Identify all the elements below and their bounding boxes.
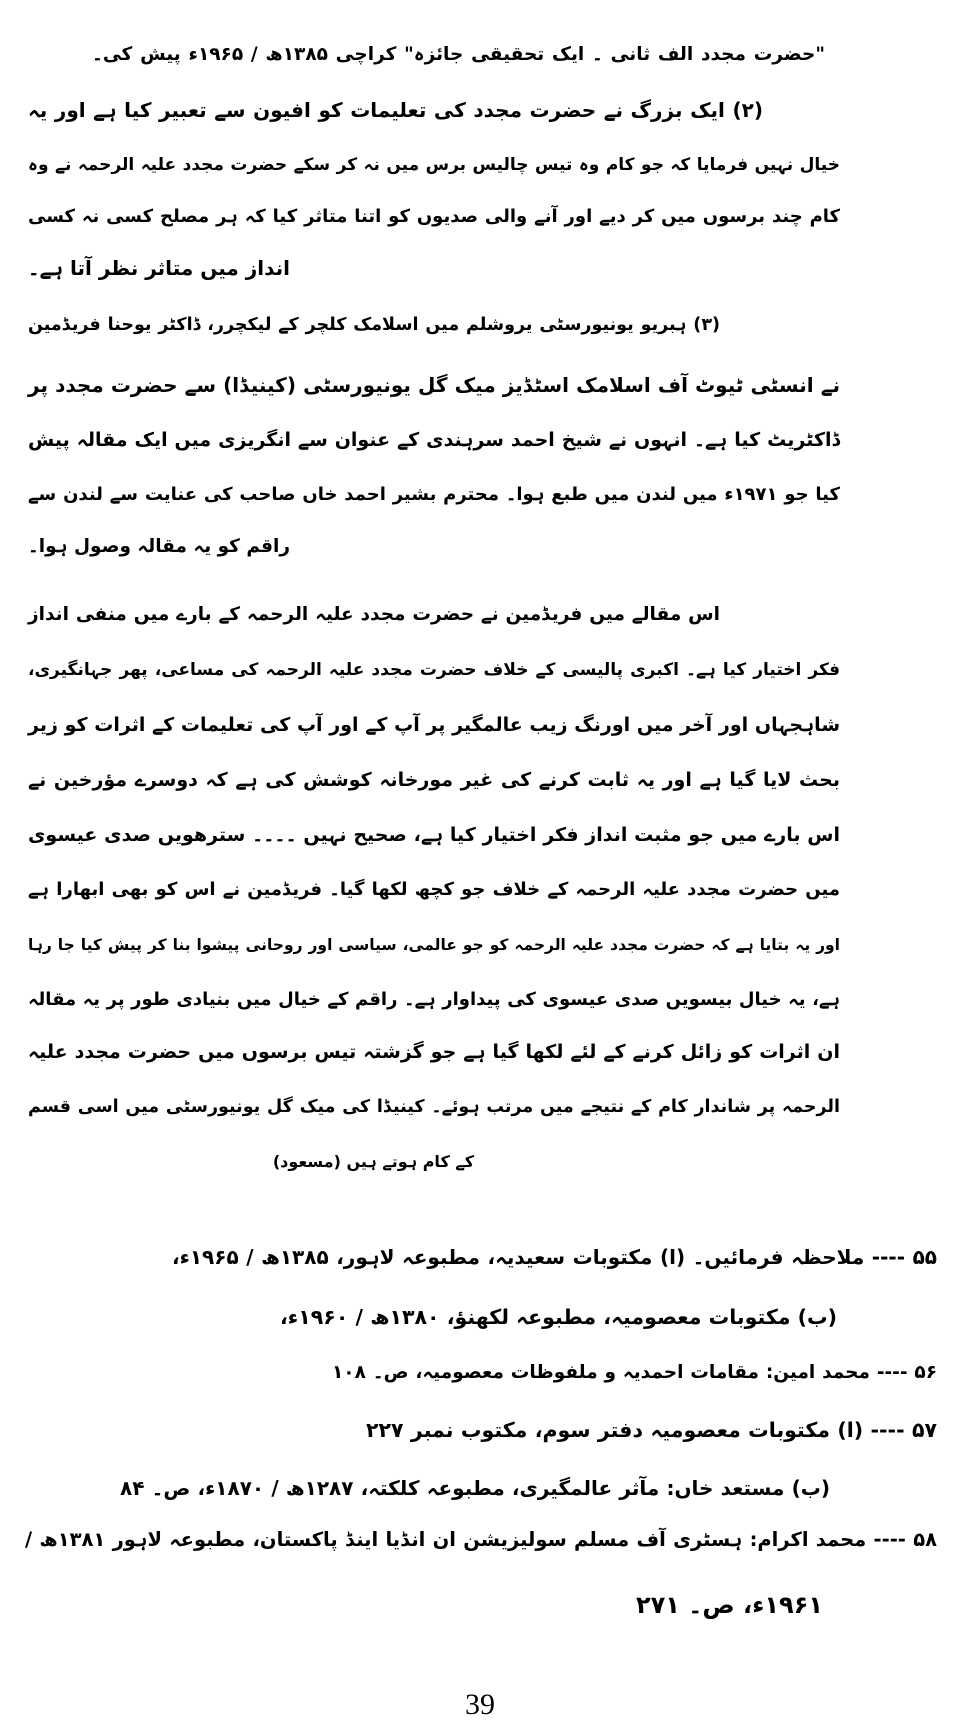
- body-line: فکر اختیار کیا ہے۔ اکبری پالیسی کے خلاف حضرت مجدد علیہ الرحمہ کی مساعی، پھر جہانگیری،: [28, 660, 840, 680]
- body-line: اس مقالے میں فریڈمین نے حضرت مجدد علیہ الرحمہ کے بارے میں منفی انداز: [28, 604, 720, 625]
- body-line: ڈاکٹریٹ کیا ہے۔ انہوں نے شیخ احمد سرہندی کے عنوان سے انگریزی میں ایک مقالہ پیش: [28, 429, 840, 451]
- body-line: "حضرت مجدد الف ثانی ۔ ایک تحقیقی جائزہ" کراچی ۱۳۸۵ھ / ۱۹۶۵ء پیش کی۔: [92, 44, 826, 65]
- body-line: (۳) ہبریو یونیورسٹی یروشلم میں اسلامک کلچر کے لیکچرر، ڈاکٹر یوحنا فریڈمین: [28, 315, 720, 335]
- footnote-55: ۵۵ ---- ملاحظہ فرمائیں۔ (ا) مکتوبات سعیدیہ، مطبوعہ لاہور، ۱۳۸۵ھ / ۱۹۶۵ء،: [172, 1245, 937, 1269]
- footnote-58: ۵۸ ---- محمد اکرام: ہسٹری آف مسلم سولیزیشن ان انڈیا اینڈ پاکستان، مطبوعہ لاہور ۱۳۸۱ھ /: [25, 1528, 937, 1551]
- body-line: (۲) ایک بزرگ نے حضرت مجدد کی تعلیمات کو افیون سے تعبیر کیا ہے اور یہ: [28, 98, 763, 122]
- body-line: کے کام ہوتے ہیں (مسعود): [272, 1152, 474, 1171]
- body-line: اس بارے میں جو مثبت انداز فکر اختیار کیا ہے، صحیح نہیں ۔۔۔۔ سترھویں صدی عیسوی: [28, 824, 840, 846]
- footnote-56: ۵۶ ---- محمد امین: مقامات احمدیہ و ملفوظات معصومیہ، ص۔ ۱۰۸: [332, 1362, 937, 1383]
- footnote-57: ۵۷ ---- (ا) مکتوبات معصومیہ دفتر سوم، مکتوب نمبر ۲۲۷: [366, 1418, 937, 1442]
- footnote-55-b: (ب) مکتوبات معصومیہ، مطبوعہ لکھنؤ، ۱۳۸۰ھ / ۱۹۶۰ء،: [280, 1305, 838, 1329]
- page-number: 39: [465, 1688, 495, 1721]
- body-line: شاہجہاں اور آخر میں اورنگ زیب عالمگیر پر آپ کے اور آپ کی تعلیمات کے اثرات کو زیر: [28, 714, 840, 736]
- footnote-57-b: (ب) مستعد خاں: مآثر عالمگیری، مطبوعہ کلکتہ، ۱۲۸۷ھ / ۱۸۷۰ء، ص۔ ۸۴: [120, 1476, 830, 1500]
- body-line: ان اثرات کو زائل کرنے کے لئے لکھا گیا ہے جو گزشتہ تیس برسوں میں حضرت مجدد علیہ: [28, 1041, 840, 1063]
- body-line: کام چند برسوں میں کر دیے اور آنے والی صدیوں کو اتنا متاثر کیا کہ ہر مصلح کسی نہ کسی: [28, 206, 840, 227]
- body-line: انداز میں متاثر نظر آتا ہے۔: [27, 256, 290, 280]
- body-line: الرحمہ پر شاندار کام کے نتیجے میں مرتب ہوئے۔ کینیڈا کی میک گل یونیورسٹی میں اسی قسم: [28, 1097, 840, 1117]
- body-line: راقم کو یہ مقالہ وصول ہوا۔: [27, 536, 290, 557]
- footnote-58-cont: ۱۹۶۱ء، ص۔ ۲۷۱: [636, 1591, 823, 1619]
- body-line: میں حضرت مجدد علیہ الرحمہ کے خلاف جو کچھ لکھا گیا۔ فریڈمین نے اس کو بھی ابھارا ہے: [28, 879, 840, 900]
- body-line: خیال نہیں فرمایا کہ جو کام وہ تیس چالیس برس میں نہ کر سکے حضرت مجدد علیہ الرحمہ نے وہ: [28, 155, 840, 175]
- body-line: ہے، یہ خیال بیسویں صدی عیسوی کی پیداوار ہے۔ راقم کے خیال میں بنیادی طور پر یہ مقالہ: [28, 989, 840, 1010]
- body-line: کیا جو ۱۹۷۱ء میں لندن میں طبع ہوا۔ محترم بشیر احمد خاں صاحب کی عنایت سے لندن سے: [28, 484, 840, 505]
- body-line: بحث لایا گیا ہے اور یہ ثابت کرنے کی غیر مورخانہ کوشش کی ہے کہ دوسرے مؤرخین نے: [28, 769, 840, 791]
- body-line: نے انسٹی ٹیوٹ آف اسلامک اسٹڈیز میک گل یونیورسٹی (کینیڈا) سے حضرت مجدد پر: [28, 373, 840, 397]
- body-line: اور یہ بتایا ہے کہ حضرت مجدد علیہ الرحمہ کو جو عالمی، سیاسی اور روحانی پیشوا بنا کر پیش کیا جا رہا: [28, 936, 840, 954]
